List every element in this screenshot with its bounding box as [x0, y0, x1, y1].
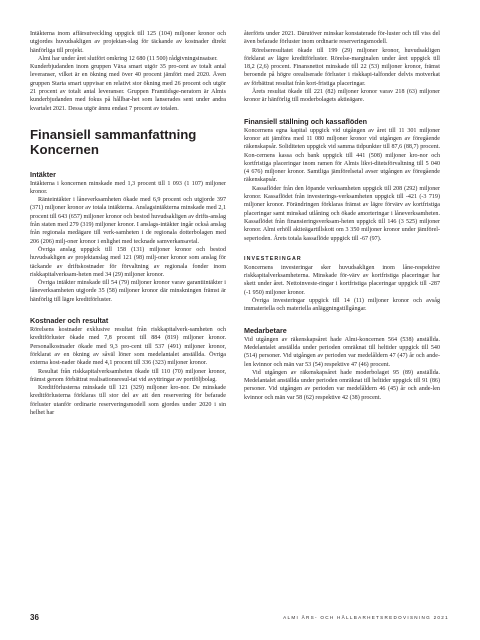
subheading-kostnader: Kostnader och resultat — [30, 316, 109, 326]
paragraph: Koncernens egna kapital uppgick vid utgången av året till 11 301 miljoner kronor att jämföra med 11 080 miljoner kronor vid utgången av föregående räkenskapsår. Soliditeten uppgick vid samma tidpunkter till 87,6 (88,7) procent. Kon-cernens kassa och bank uppgick till 441 (508) miljoner kro-nor och kortfristiga placeringar inom ramen för Almis likvi-ditetsförvaltning till 5 040 (4 676) miljoner kronor. Samtliga jämförelsetal avser utgången av föregående räkenskapsår. — [244, 127, 440, 184]
paragraph: Rörelseresultatet ökade till 199 (29) miljoner kronor, huvudsakligen förklarat av lägre kreditförluster. Rörelse-marginalen under året uppgick till 18,2 (2,6) procent. Finansnettot minskade till 22 (53) miljoner kronor, främst beroende på högre orealiserade förluster i riskkapi-talfonder delvis motverkat av förbättrat resultat från kort-fristiga placeringar. — [244, 47, 440, 87]
paragraph: Rörelsens kostnader exklusive resultat från riskkapitalverk-samheten och kreditförluster ökade med 7,8 procent till 884 (819) miljoner kronor. Personalkostnader ökade med 9,3 pro-cent till 537 (491) miljoner kronor, förklarat av en ökning av såväl löner som medelantalet anställda. Övriga externa kost-nader ökade med 4,1 procent till 336 (323) miljoner kronor. — [30, 327, 226, 367]
paragraph: Koncernens investeringar sker huvudsakligen inom låne-respektive riskkapitalverksamheterna. Minskade för-värv av kortfristiga placeringar har skett under året. Nettoinveste-ringar i kortfristiga placeringar uppgick till -287 (-1 950) miljoner kronor. — [244, 264, 440, 296]
paragraph: Övriga investeringar uppgick till 14 (11) miljoner kronor och avsåg immateriella och materiella anläggningstillgångar. — [244, 298, 440, 313]
paragraph: Kunderbjudanden inom gruppen Växa smart utgör 35 pro-cent av totalt antal leveranser, vilket är en ökning med över 40 procent jämfört med 2020. Även gruppen Starta smart uppvisar en relativt stor ökning med 26 procent och utgör 21 procent av totalt antal leveranser. Gruppen Framtidsge-neratorn är Almis kunderbjudanden med fokus på hållbar-het som lanserades sent under andra kvartalet 2021. Dessa utgör ännu endast 7 procent av totalen. — [30, 64, 226, 112]
subheading-finansiell: Finansiell ställning och kassaflöden — [244, 116, 368, 126]
report-title-footer: ALMI ÅRS- OCH HÅLLBARHETSREDOVISNING 2021 — [283, 615, 449, 620]
paragraph: Vid utgången av räkenskapsåret hade moderbolaget 95 (89) anställda. Medelantalet anställda under perioden omräknat till heltider uppgick till 91 (86) personer. Vid utgången av perioden var medelåldern 46 (45) år och ande-len kvinnor och män var 58 (62) respektive 42 (38) procent. — [244, 369, 440, 401]
paragraph: Kassaflöder från den löpande verksamheten uppgick till 208 (292) miljoner kronor. Kassaflödet från investerings-verksamheten uppgick till -421 (-3 719) miljoner kronor. Förändringen förklaras främst av lägre förvärv av kortfristiga placeringar samt minskad utlåning och ökade amorteringar i låneverksamheten. Kassaflödet från finansieringsverksam-heten uppgick till 146 (3 525) miljoner kronor. Almi erhöll aktieägartillskott om 3 350 miljoner kronor under jämförel-seperioden. Årets totala kassaflöde uppgick till -67 (97). — [244, 185, 440, 242]
right-column — [244, 30, 440, 402]
subheading-investeringar: INVESTERINGAR — [244, 255, 302, 262]
paragraph: Kreditförlusterna minskade till 121 (329) miljoner kro-nor. De minskade kreditförlusterna förklaras till stor del av att den reservering för befarade förluster utanför ordinarie reserveringsmodell som gjordes under 2020 i sin helhet har — [30, 385, 226, 416]
paragraph: Vid utgången av räkenskapsåret hade Almi-koncernen 564 (538) anställda. Medelantalet anställda under perioden omräknat till heltider uppgick till 540 (514) personer. Vid utgången av perioden var medelåldern 47 (47) år och ande-len kvinnor och män var 53 (54) respektive 47 (46) procent. — [244, 336, 440, 368]
page-number: 36 — [30, 613, 39, 622]
paragraph: Intäkterna inom affärsutveckling uppgick till 125 (104) miljoner kronor och utgjordes huvudsakligen av projektan-slag för täckande av kostnader direkt hänförliga till projekt. — [30, 31, 226, 54]
paragraph: Ränteintäkter i låneverksamheten ökade med 6,9 procent och utgjorde 397 (371) miljoner kronor av totala intäkterna. Anslagsintäkterna minskade med 2,1 procent till 643 (657) miljoner kronor och bestod huvudsakligen av drifts-anslag från staten med 279 (319) miljoner kronor. I anslags-intäkter ingår också anslag från regionala medägare till verk-samheten i de regionala dotterbolagen med 206 (206) milj-oner kronor i enlighet med tecknade samverkansavtal. — [30, 197, 226, 245]
paragraph: Intäkterna i koncernen minskade med 1,3 procent till 1 093 (1 107) miljoner kronor. — [30, 180, 226, 195]
paragraph: Årets resultat ökade till 221 (82) miljoner kronor varav 218 (63) miljoner kronor är hänförlig till moderbolagets aktieägare. — [244, 89, 440, 104]
subheading-intakter: Intäkter — [30, 169, 56, 179]
subheading-medarbetare: Medarbetare — [244, 325, 287, 335]
section-heading: Finansiell sammanfattning Koncernen — [30, 126, 197, 157]
paragraph: Resultat från riskkapitalverksamheten ökade till 110 (70) miljoner kronor, främst genom förbättrat realisationsresul-tat vid avyttringar av portföljbolag. — [30, 368, 226, 383]
left-column — [30, 30, 226, 417]
paragraph: Övriga intäkter minskade till 54 (79) miljoner kronor varav garantiintäkter i låneverksamheten utgjorde 35 (58) miljoner kronor där minskningen främst är hänförlig till lägre kreditförluster. — [30, 280, 226, 303]
paragraph: återförts under 2021. Därutöver minskar konstaterade för-luster och till viss del även befarade förluster inom ordinarie reserveringsmodell. — [244, 31, 440, 46]
paragraph: Almi har under året slutfört omkring 12 680 (11 500) rådgivningsinsatser. — [38, 55, 218, 62]
paragraph: Övriga anslag uppgick till 158 (131) miljoner kronor och bestod huvudsakligen av projektanslag med 121 (98) milj-oner kronor som anslag för täckande av driftskostnader för förvaltning av regionala fonder inom riskkapitalverksam-heten med 34 (29) miljoner kronor. — [30, 246, 226, 278]
